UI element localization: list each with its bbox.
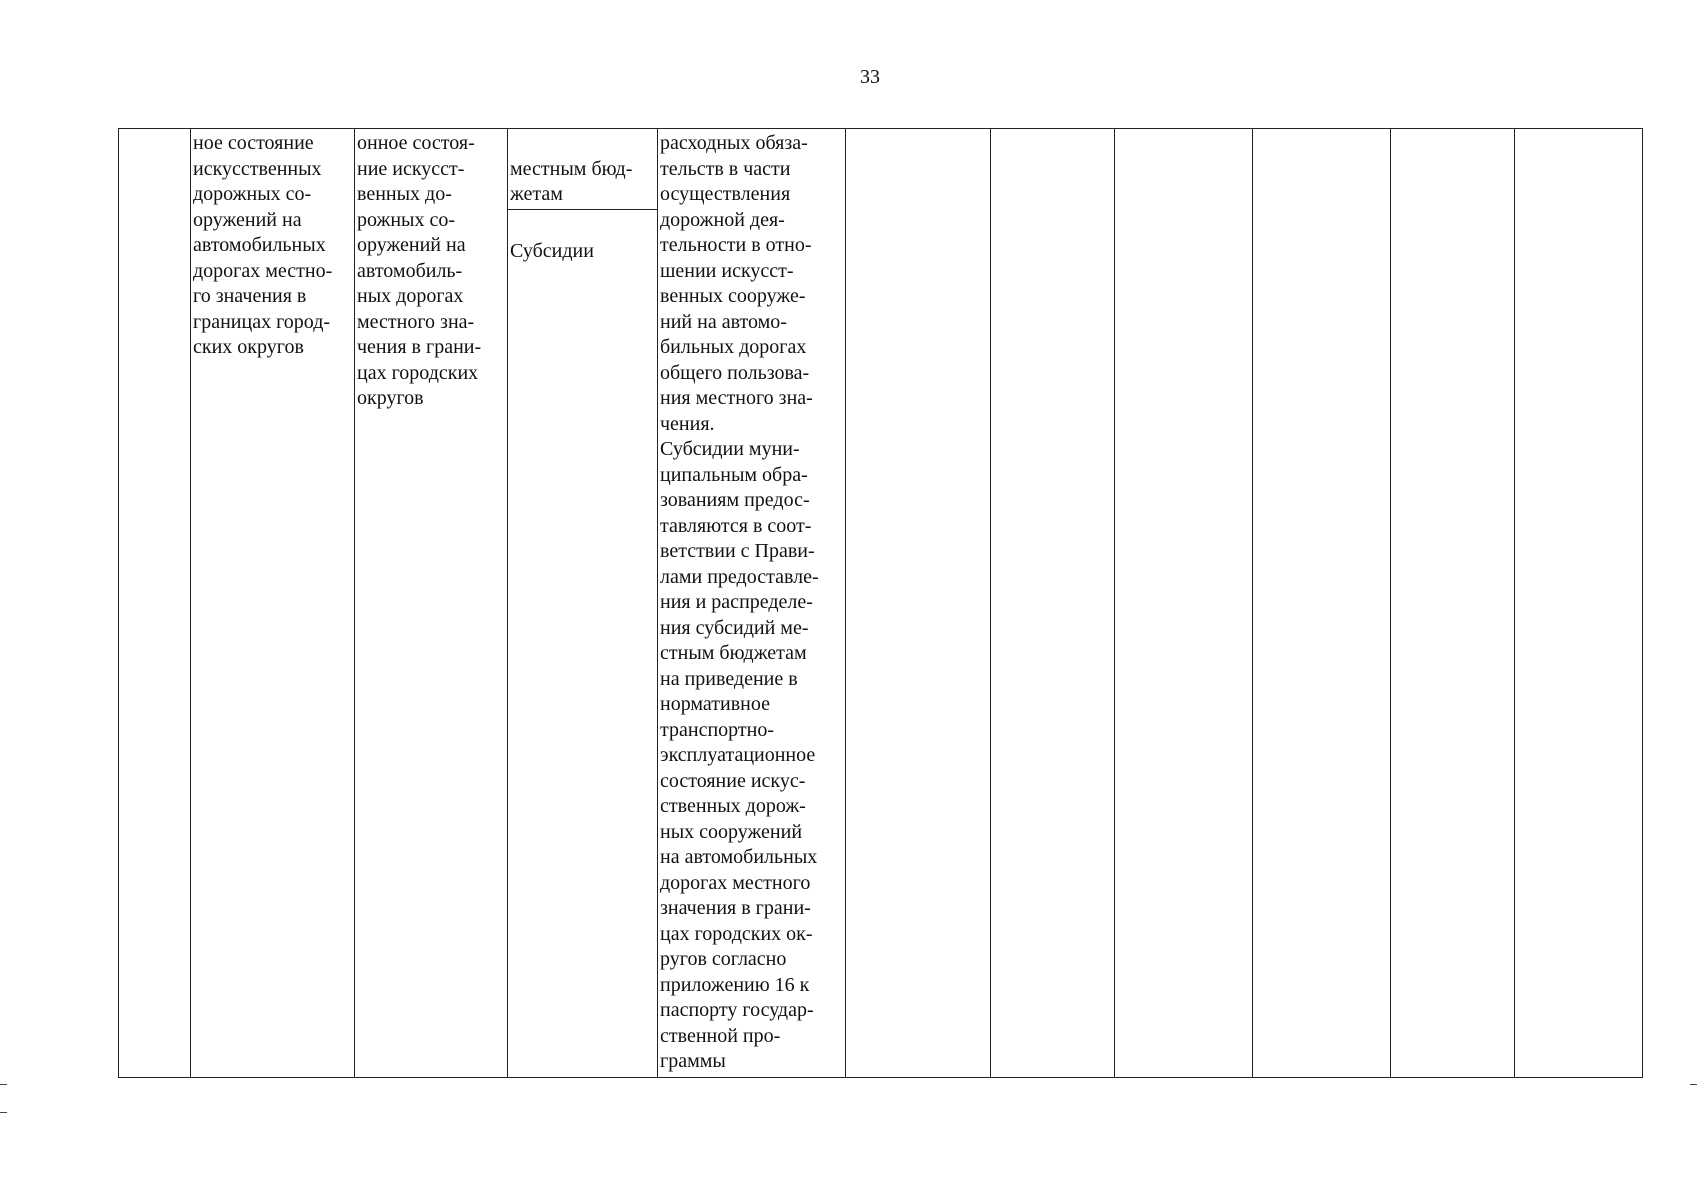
edge-mark-left-lower xyxy=(0,1112,7,1113)
page-number: 33 xyxy=(860,66,880,88)
cell-empty-7 xyxy=(991,129,1115,1078)
funding-recipient: местным бюд- жетам xyxy=(508,155,657,210)
cell-number xyxy=(119,129,191,1078)
funding-form: Субсидии xyxy=(510,240,594,262)
edge-mark-right xyxy=(1690,1084,1697,1085)
cell-empty-9 xyxy=(1253,129,1391,1078)
cell-description: расходных обяза- тельств в части осуществления дорожной дея- тельности в отно- шении искусст- венных сооруже- ний на автомо- бильных дорогах общего пользова- ния местного зна- чения. Субсидии муни- ципальным обра- зованиям предос- тавляются в соот- ветствии с Прави- лами предоставле- ния и распределе- ния субсидий ме- стным бюджетам на приведение в нормативное транспортно- эксплуатационное состояние искус- ственных дорож- ных сооружений на автомобильных дорогах местного значения в грани- цах городских ок- ругов согласно приложению 16 к паспорту государ- ственной про- граммы xyxy=(658,129,846,1078)
cell-empty-11 xyxy=(1515,129,1643,1078)
cell-empty-8 xyxy=(1115,129,1253,1078)
program-table xyxy=(118,128,1643,1078)
cell-empty-10 xyxy=(1391,129,1515,1078)
cell-task-name: ное состояние искусственных дорожных со- оружений на автомобильных дорогах местно- го значения в границах город- ских округов xyxy=(191,129,355,1078)
cell-empty-6 xyxy=(846,129,991,1078)
table-row xyxy=(119,129,1643,1078)
edge-mark-left xyxy=(0,1084,7,1085)
cell-funding-type xyxy=(508,129,658,1078)
cell-result: онное состоя- ние искусст- венных до- рожных со- оружений на автомобиль- ных дорогах местного зна- чения в грани- цах городских округов xyxy=(355,129,508,1078)
